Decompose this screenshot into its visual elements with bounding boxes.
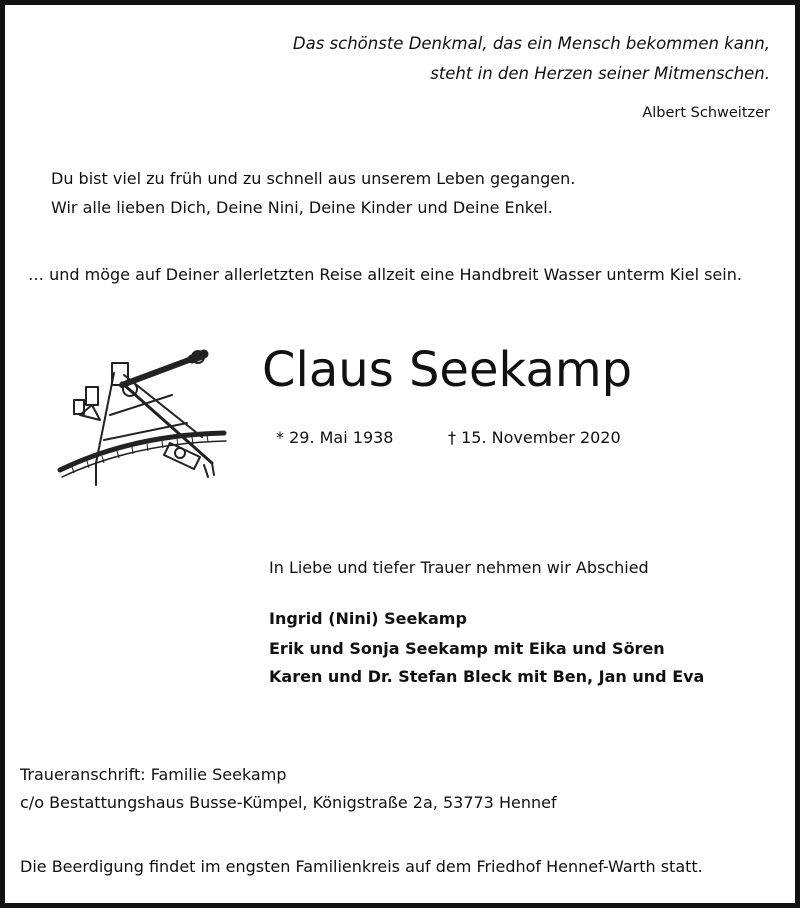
quote-author: Albert Schweitzer (642, 105, 770, 121)
sextant-icon (52, 345, 237, 510)
mourner-3: Karen und Dr. Stefan Bleck mit Ben, Jan und Eva (269, 667, 705, 686)
mourner-2: Erik und Sonja Seekamp mit Eika und Sören (269, 639, 665, 658)
quote-line-1: Das schönste Denkmal, das ein Mensch bekommen kann, (292, 34, 770, 53)
dedication-line-1: Du bist viel zu früh und zu schnell aus unserem Leben gegangen. (51, 169, 576, 188)
birth-date (276, 428, 393, 448)
quote-line-2: steht in den Herzen seiner Mitmenschen. (430, 64, 770, 83)
farewell-line: In Liebe und tiefer Trauer nehmen wir Abschied (269, 558, 649, 577)
dedication-line-2: Wir alle lieben Dich, Deine Nini, Deine Kinder und Deine Enkel. (51, 198, 553, 217)
death-date-text: 15. November 2020 (461, 428, 621, 447)
wish-line: … und möge auf Deiner allerletzten Reise allzeit eine Handbreit Wasser unterm Kiel sein. (28, 265, 742, 284)
deceased-name: Claus Seekamp (262, 342, 633, 398)
address-line-2: c/o Bestattungshaus Busse-Kümpel, Königstraße 2a, 53773 Hennef (20, 793, 557, 812)
funeral-note: Die Beerdigung findet im engsten Familienkreis auf dem Friedhof Hennef-Warth statt. (20, 857, 703, 876)
birth-date-text: 29. Mai 1938 (289, 428, 394, 447)
birth-symbol: * (276, 428, 284, 447)
death-symbol: † (448, 428, 456, 447)
address-line-1: Traueranschrift: Familie Seekamp (20, 765, 287, 784)
mourner-1: Ingrid (Nini) Seekamp (269, 609, 467, 628)
death-date (448, 428, 621, 448)
